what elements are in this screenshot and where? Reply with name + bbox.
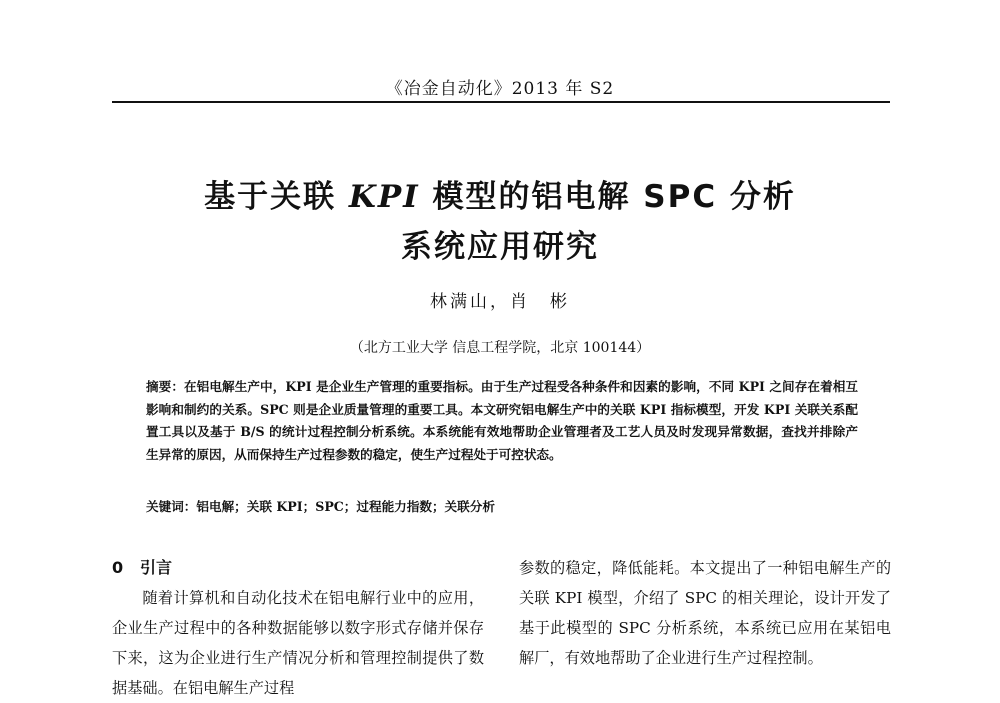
- title-line-1: [0, 172, 1000, 222]
- body-column-left: [112, 553, 484, 703]
- keywords: [146, 496, 858, 518]
- abstract-text: 在铝电解生产中，KPI 是企业生产管理的重要指标。由于生产过程受各种条件和因素的影响，不同 KPI 之间存在着相互影响和制约的关系。SPC 则是企业质量管理的重要工具。本文研究铝电解生产中的关联 KPI 指标模型，开发 KPI 关联关系配置工具以及基于 B/S 的统计过程控制分析系统。本系统能有效地帮助企业管理者及工艺人员及时发现异常数据，查找并排除产生异常的原因，从而保持生产过程参数的稳定，使生产过程处于可控状态。: [146, 379, 858, 462]
- header-rule: [112, 101, 890, 103]
- title-line-1-post: 模型的铝电解 SPC 分析: [419, 179, 796, 215]
- title-kpi: KPI: [348, 179, 420, 215]
- paper-title: [0, 172, 1000, 272]
- title-line-2: 系统应用研究: [401, 229, 599, 265]
- body-column-right: [519, 553, 891, 673]
- section-heading: [112, 553, 484, 583]
- journal-running-head: 《冶金自动化》2013 年 S2: [385, 79, 615, 99]
- keywords-label: 关键词：: [146, 499, 197, 514]
- keywords-text: 铝电解；关联 KPI；SPC；过程能力指数；关联分析: [196, 499, 495, 514]
- section-title: 引言: [140, 558, 173, 577]
- title-line-1-pre: 基于关联: [204, 179, 349, 215]
- section-number: 0: [112, 558, 124, 577]
- abstract: [146, 376, 858, 466]
- affiliation: （北方工业大学 信息工程学院，北京 100144）: [349, 340, 651, 356]
- body-paragraph-right: 参数的稳定，降低能耗。本文提出了一种铝电解生产的关联 KPI 模型，介绍了 SPC 的相关理论，设计开发了基于此模型的 SPC 分析系统，本系统已应用在某铝电解厂，有效地帮助了企业进行生产过程控制。: [519, 559, 891, 667]
- author-list: 林满山，肖 彬: [430, 292, 570, 312]
- abstract-label: 摘要：: [146, 379, 185, 394]
- body-paragraph-left: 随着计算机和自动化技术在铝电解行业中的应用，企业生产过程中的各种数据能够以数字形式存储并保存下来，这为企业进行生产情况分析和管理控制提供了数据基础。在铝电解生产过程: [112, 589, 484, 697]
